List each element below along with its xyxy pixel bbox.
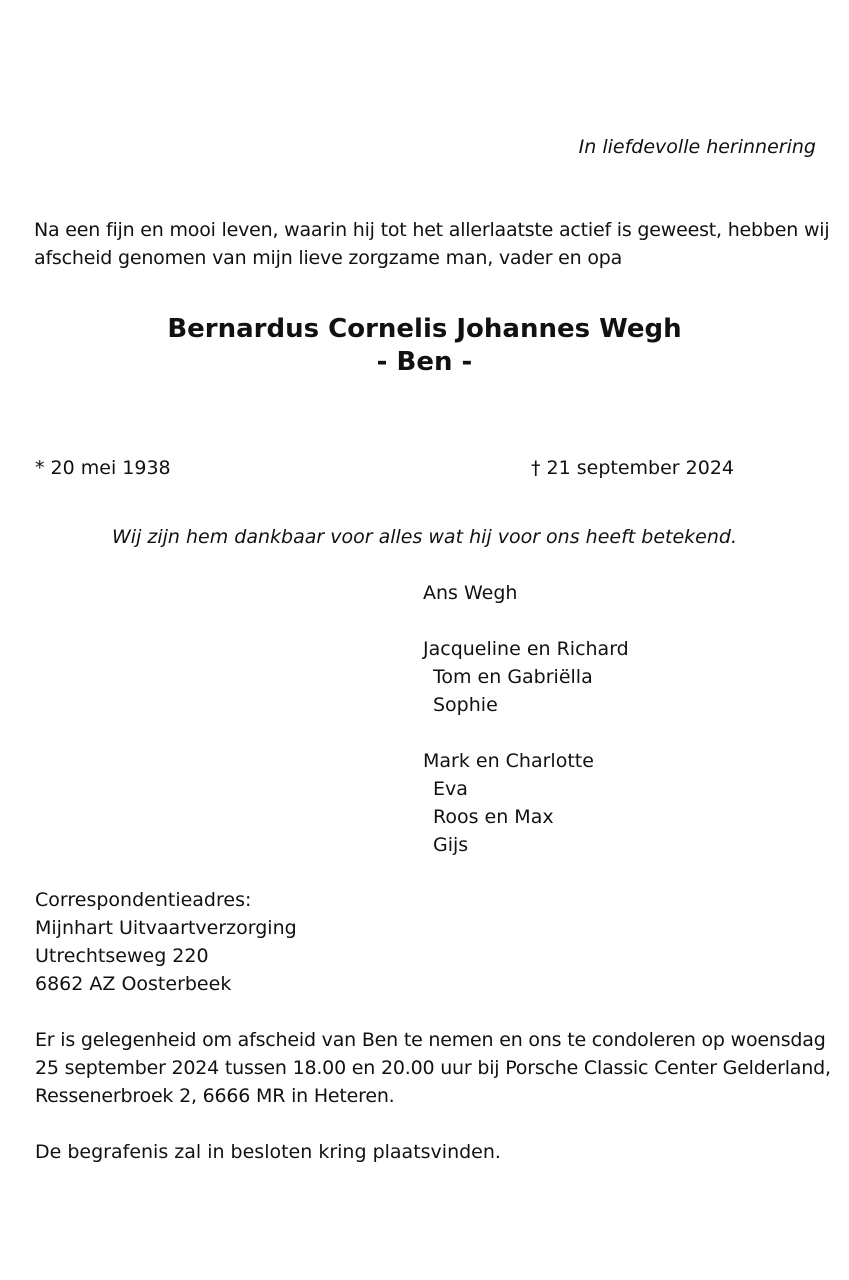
family-child: Eva xyxy=(433,778,468,800)
deceased-name-block xyxy=(0,313,849,379)
birth-date: * 20 mei 1938 xyxy=(35,457,171,479)
intro-line-2: afscheid genomen van mijn lieve zorgzame man, vader en opa xyxy=(34,247,623,269)
correspondence-address xyxy=(35,886,297,998)
visitation-paragraph xyxy=(35,1026,831,1110)
family-list xyxy=(423,579,629,887)
family-child: Gijs xyxy=(433,834,469,856)
family-child: Roos en Max xyxy=(433,806,554,828)
deceased-nickname: - Ben - xyxy=(376,347,473,377)
deceased-full-name: Bernardus Cornelis Johannes Wegh xyxy=(167,314,682,344)
intro-paragraph xyxy=(34,216,830,272)
intro-line-1: Na een fijn en mooi leven, waarin hij tot het allerlaatste actief is geweest, hebben wij xyxy=(34,219,830,241)
correspondence-company: Mijnhart Uitvaartverzorging xyxy=(35,917,297,939)
family-group xyxy=(423,579,629,607)
memory-heading: In liefdevolle herinnering xyxy=(578,136,816,158)
death-date: † 21 september 2024 xyxy=(531,457,735,479)
gratitude-line: Wij zijn hem dankbaar voor alles wat hij voor ons heeft betekend. xyxy=(112,526,737,548)
visitation-line-2: 25 september 2024 tussen 18.00 en 20.00 uur bij Porsche Classic Center Gelderland, xyxy=(35,1057,831,1079)
family-group xyxy=(423,747,629,859)
correspondence-street: Utrechtseweg 220 xyxy=(35,945,209,967)
visitation-line-1: Er is gelegenheid om afscheid van Ben te nemen en ons te condoleren op woensdag xyxy=(35,1029,826,1051)
correspondence-city: 6862 AZ Oosterbeek xyxy=(35,973,232,995)
family-head: Mark en Charlotte xyxy=(423,750,594,772)
family-child: Sophie xyxy=(433,694,498,716)
funeral-note: De begrafenis zal in besloten kring plaatsvinden. xyxy=(35,1141,501,1163)
visitation-line-3: Ressenerbroek 2, 6666 MR in Heteren. xyxy=(35,1085,395,1107)
family-head: Ans Wegh xyxy=(423,582,518,604)
correspondence-label: Correspondentieadres: xyxy=(35,889,252,911)
family-head: Jacqueline en Richard xyxy=(423,638,629,660)
family-group xyxy=(423,635,629,719)
family-child: Tom en Gabriëlla xyxy=(433,666,593,688)
